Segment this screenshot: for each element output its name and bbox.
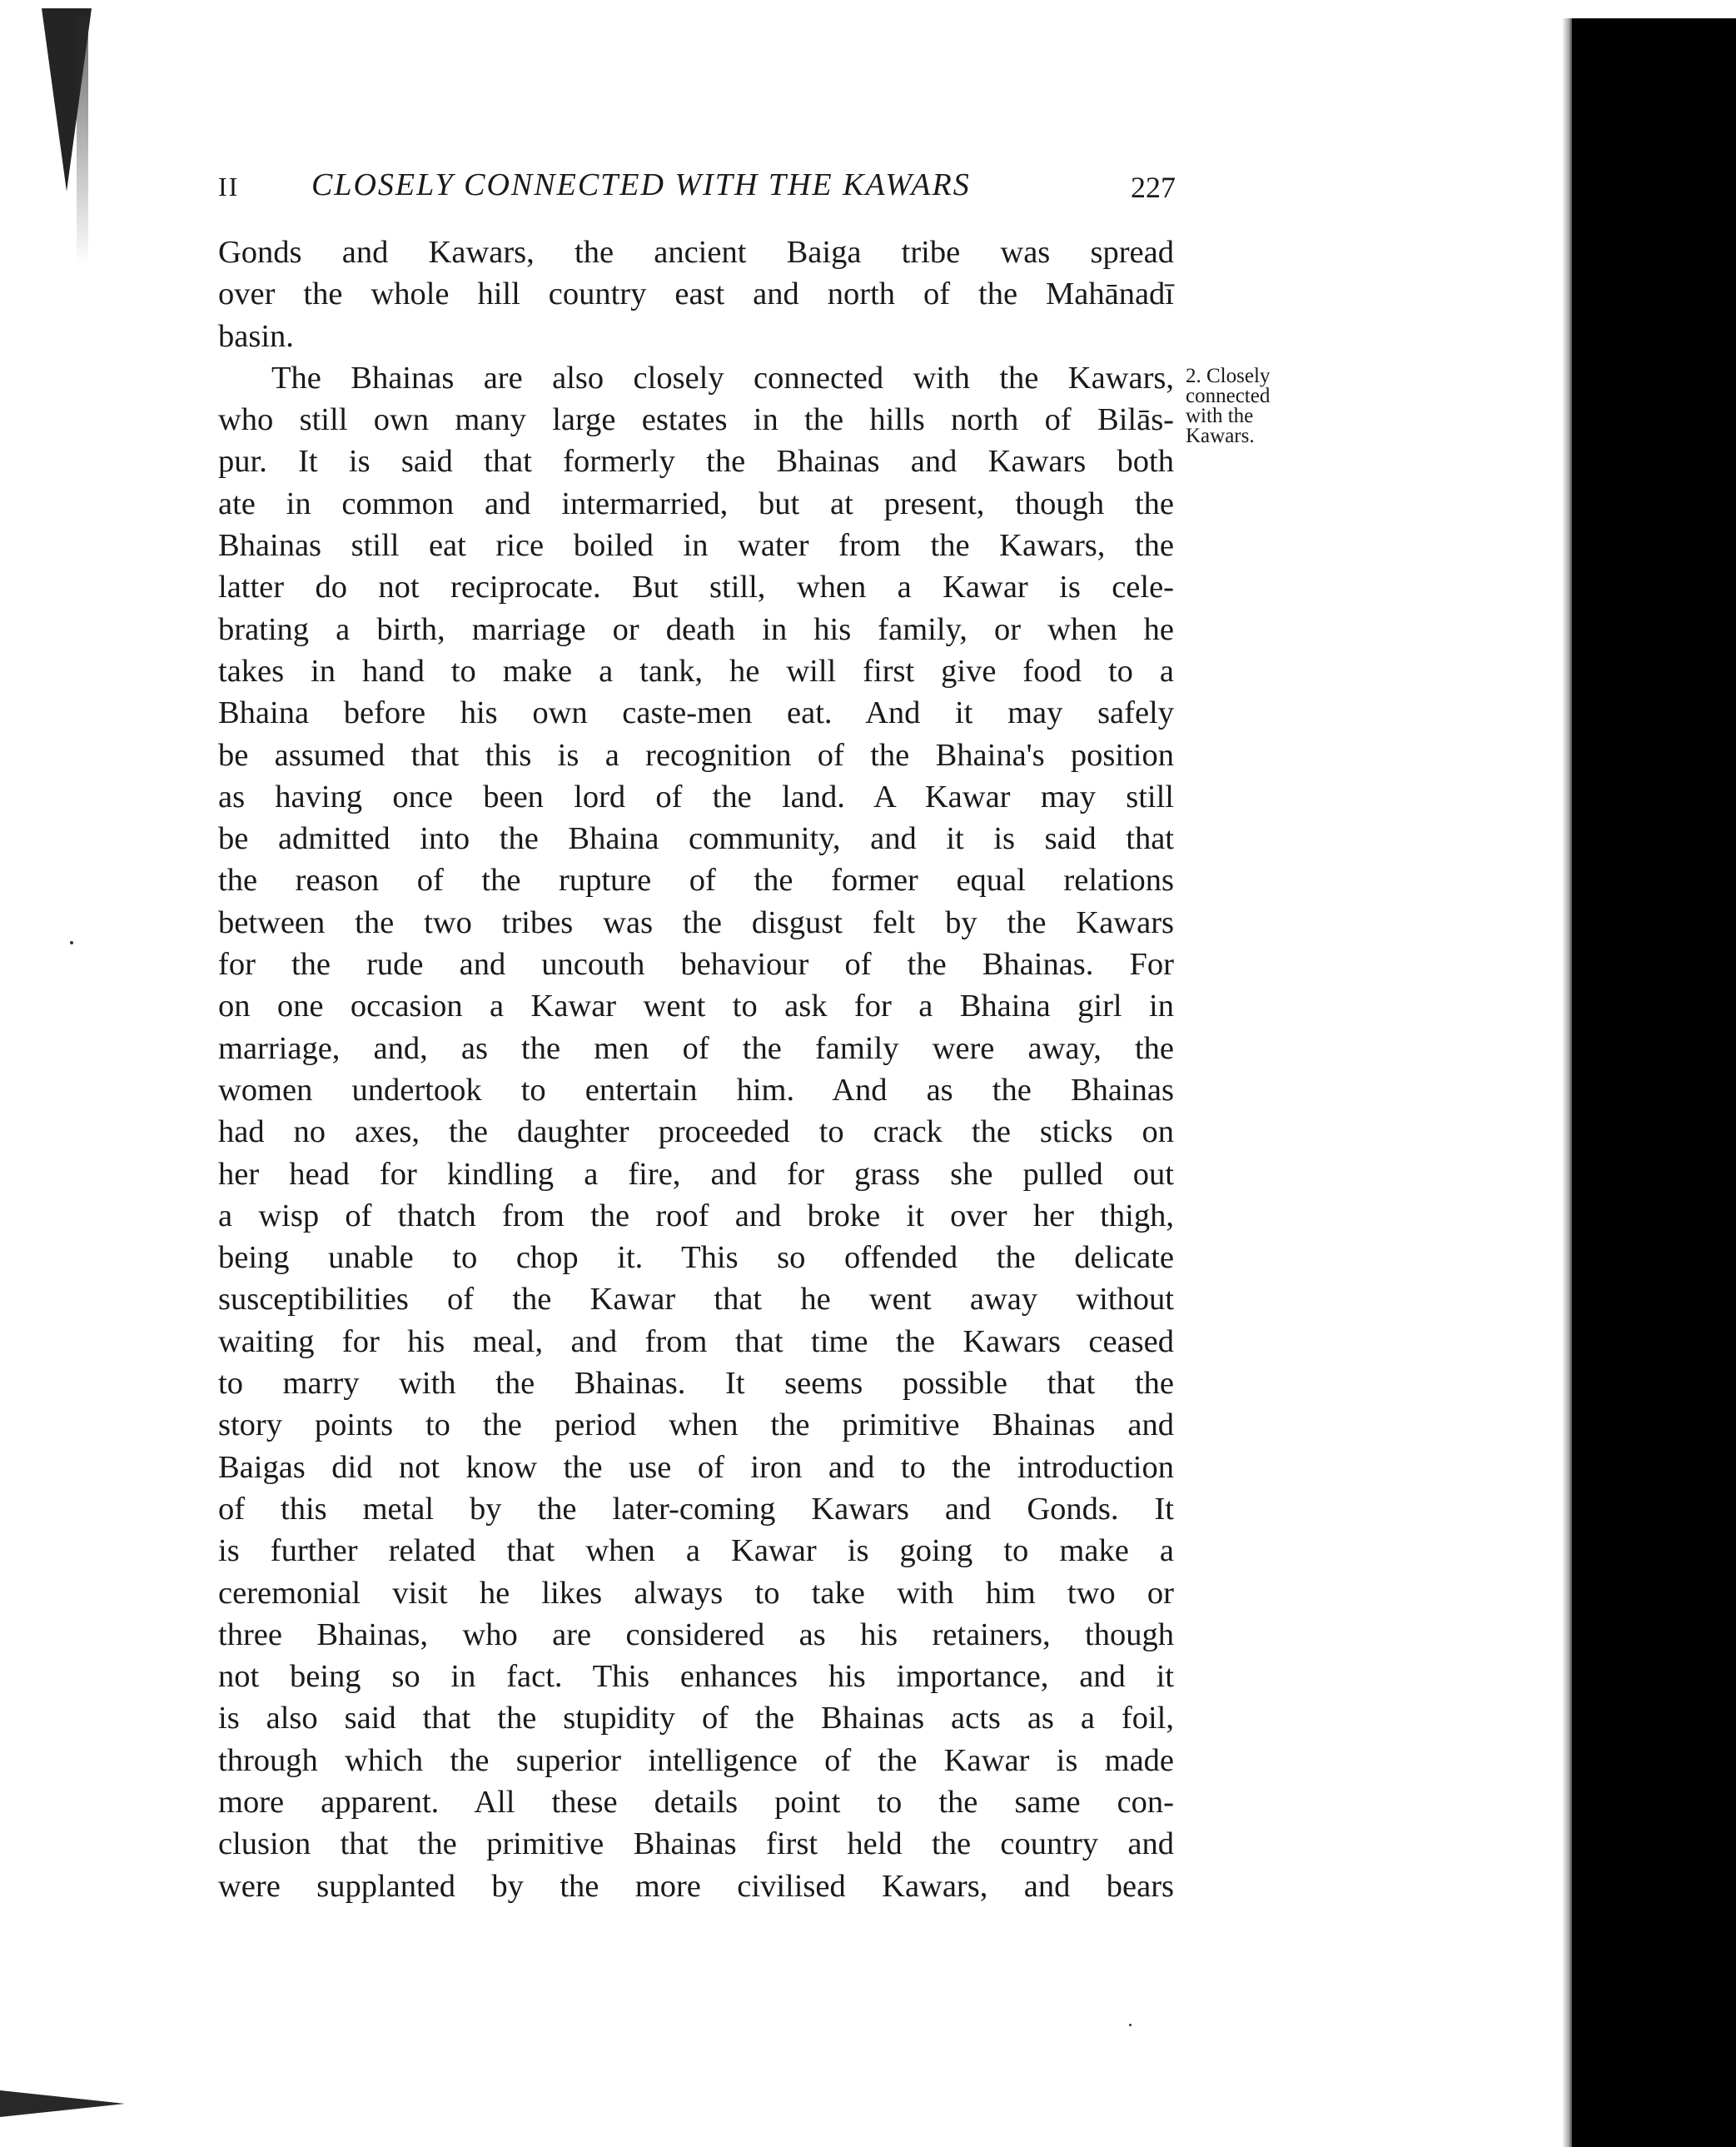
text-line: between the two tribes was the disgust felt by the Kawars [218, 904, 1174, 940]
running-title: CLOSELY CONNECTED WITH THE KAWARS [311, 167, 971, 202]
text-line: Gonds and Kawars, the ancient Baiga tribe was spread [218, 235, 1174, 270]
text-line: three Bhainas, who are considered as his retainers, though [218, 1616, 1174, 1652]
text-line: Bhaina before his own caste-men eat. And it may safely [218, 695, 1174, 731]
text-line: on one occasion a Kawar went to ask for a Bhaina girl in [218, 989, 1174, 1024]
text-line: Bhainas still eat rice boiled in water from the Kawars, the [218, 528, 1174, 564]
text-line: latter do not reciprocate. But still, when a Kawar is cele- [218, 570, 1174, 605]
marginal-note-line: 2. Closely [1186, 365, 1271, 387]
text-line: pur. It is said that formerly the Bhainas and Kawars both [218, 444, 1174, 480]
marginal-note-line: Kawars. [1186, 425, 1255, 447]
page-number: 227 [1131, 171, 1176, 204]
text-line: is also said that the stupidity of the Bhainas acts as a foil, [218, 1701, 1174, 1736]
text-line: basin. [218, 318, 294, 354]
text-line: as having once been lord of the land. A Kawar may still [218, 779, 1174, 814]
text-line: ceremonial visit he likes always to take with him two or [218, 1575, 1174, 1611]
text-line: her head for kindling a fire, and for grass she pulled out [218, 1156, 1174, 1192]
text-line: susceptibilities of the Kawar that he went away without [218, 1282, 1174, 1318]
text-line: The Bhainas are also closely connected with the Kawars, [271, 360, 1174, 396]
running-head [218, 167, 1176, 217]
text-line: had no axes, the daughter proceeded to crack the sticks on [218, 1114, 1174, 1150]
text-line: Baigas did not know the use of iron and to the introduction [218, 1449, 1174, 1485]
text-line: more apparent. All these details point to the same con- [218, 1784, 1174, 1820]
text-line: through which the superior intelligence of the Kawar is made [218, 1742, 1174, 1778]
binding-mark-bottom [0, 2090, 125, 2117]
scan-speck [1129, 2024, 1132, 2026]
text-line: waiting for his meal, and from that time the Kawars ceased [218, 1323, 1174, 1359]
text-line: over the whole hill country east and north of the Mahānadī [218, 276, 1174, 312]
text-line: is further related that when a Kawar is going to make a [218, 1533, 1174, 1569]
scan-speck [70, 941, 73, 944]
text-line: ate in common and intermarried, but at present, though the [218, 486, 1174, 521]
text-line: of this metal by the later-coming Kawars and Gonds. It [218, 1491, 1174, 1527]
scan-dark-edge [1572, 18, 1736, 2147]
text-line: brating a birth, marriage or death in his family, or when he [218, 611, 1174, 647]
text-line: be assumed that this is a recognition of the Bhaina's position [218, 737, 1174, 773]
text-line: be admitted into the Bhaina community, and it is said that [218, 821, 1174, 857]
marginal-note-line: connected [1186, 385, 1271, 407]
section-number: II [218, 172, 240, 202]
text-line: a wisp of thatch from the roof and broke it over her thigh, [218, 1198, 1174, 1233]
text-line: for the rude and uncouth behaviour of the Bhainas. For [218, 947, 1174, 983]
text-line: not being so in fact. This enhances his importance, and it [218, 1659, 1174, 1695]
text-line: were supplanted by the more civilised Kawars, and bears [218, 1868, 1174, 1904]
text-line: clusion that the primitive Bhainas first held the country and [218, 1826, 1174, 1862]
text-line: marriage, and, as the men of the family were away, the [218, 1030, 1174, 1066]
marginal-note [1186, 366, 1311, 446]
text-line: story points to the period when the primitive Bhainas and [218, 1407, 1174, 1443]
binding-shadow [77, 17, 88, 267]
text-line: being unable to chop it. This so offended the delicate [218, 1240, 1174, 1276]
marginal-note-line: with the [1186, 405, 1254, 427]
text-line: to marry with the Bhainas. It seems possible that the [218, 1366, 1174, 1402]
text-line: the reason of the rupture of the former equal relations [218, 863, 1174, 899]
text-line: women undertook to entertain him. And as the Bhainas [218, 1072, 1174, 1108]
text-line: who still own many large estates in the hills north of Bilās- [218, 402, 1174, 438]
text-line: takes in hand to make a tank, he will first give food to a [218, 653, 1174, 689]
body-text [218, 232, 1174, 1907]
